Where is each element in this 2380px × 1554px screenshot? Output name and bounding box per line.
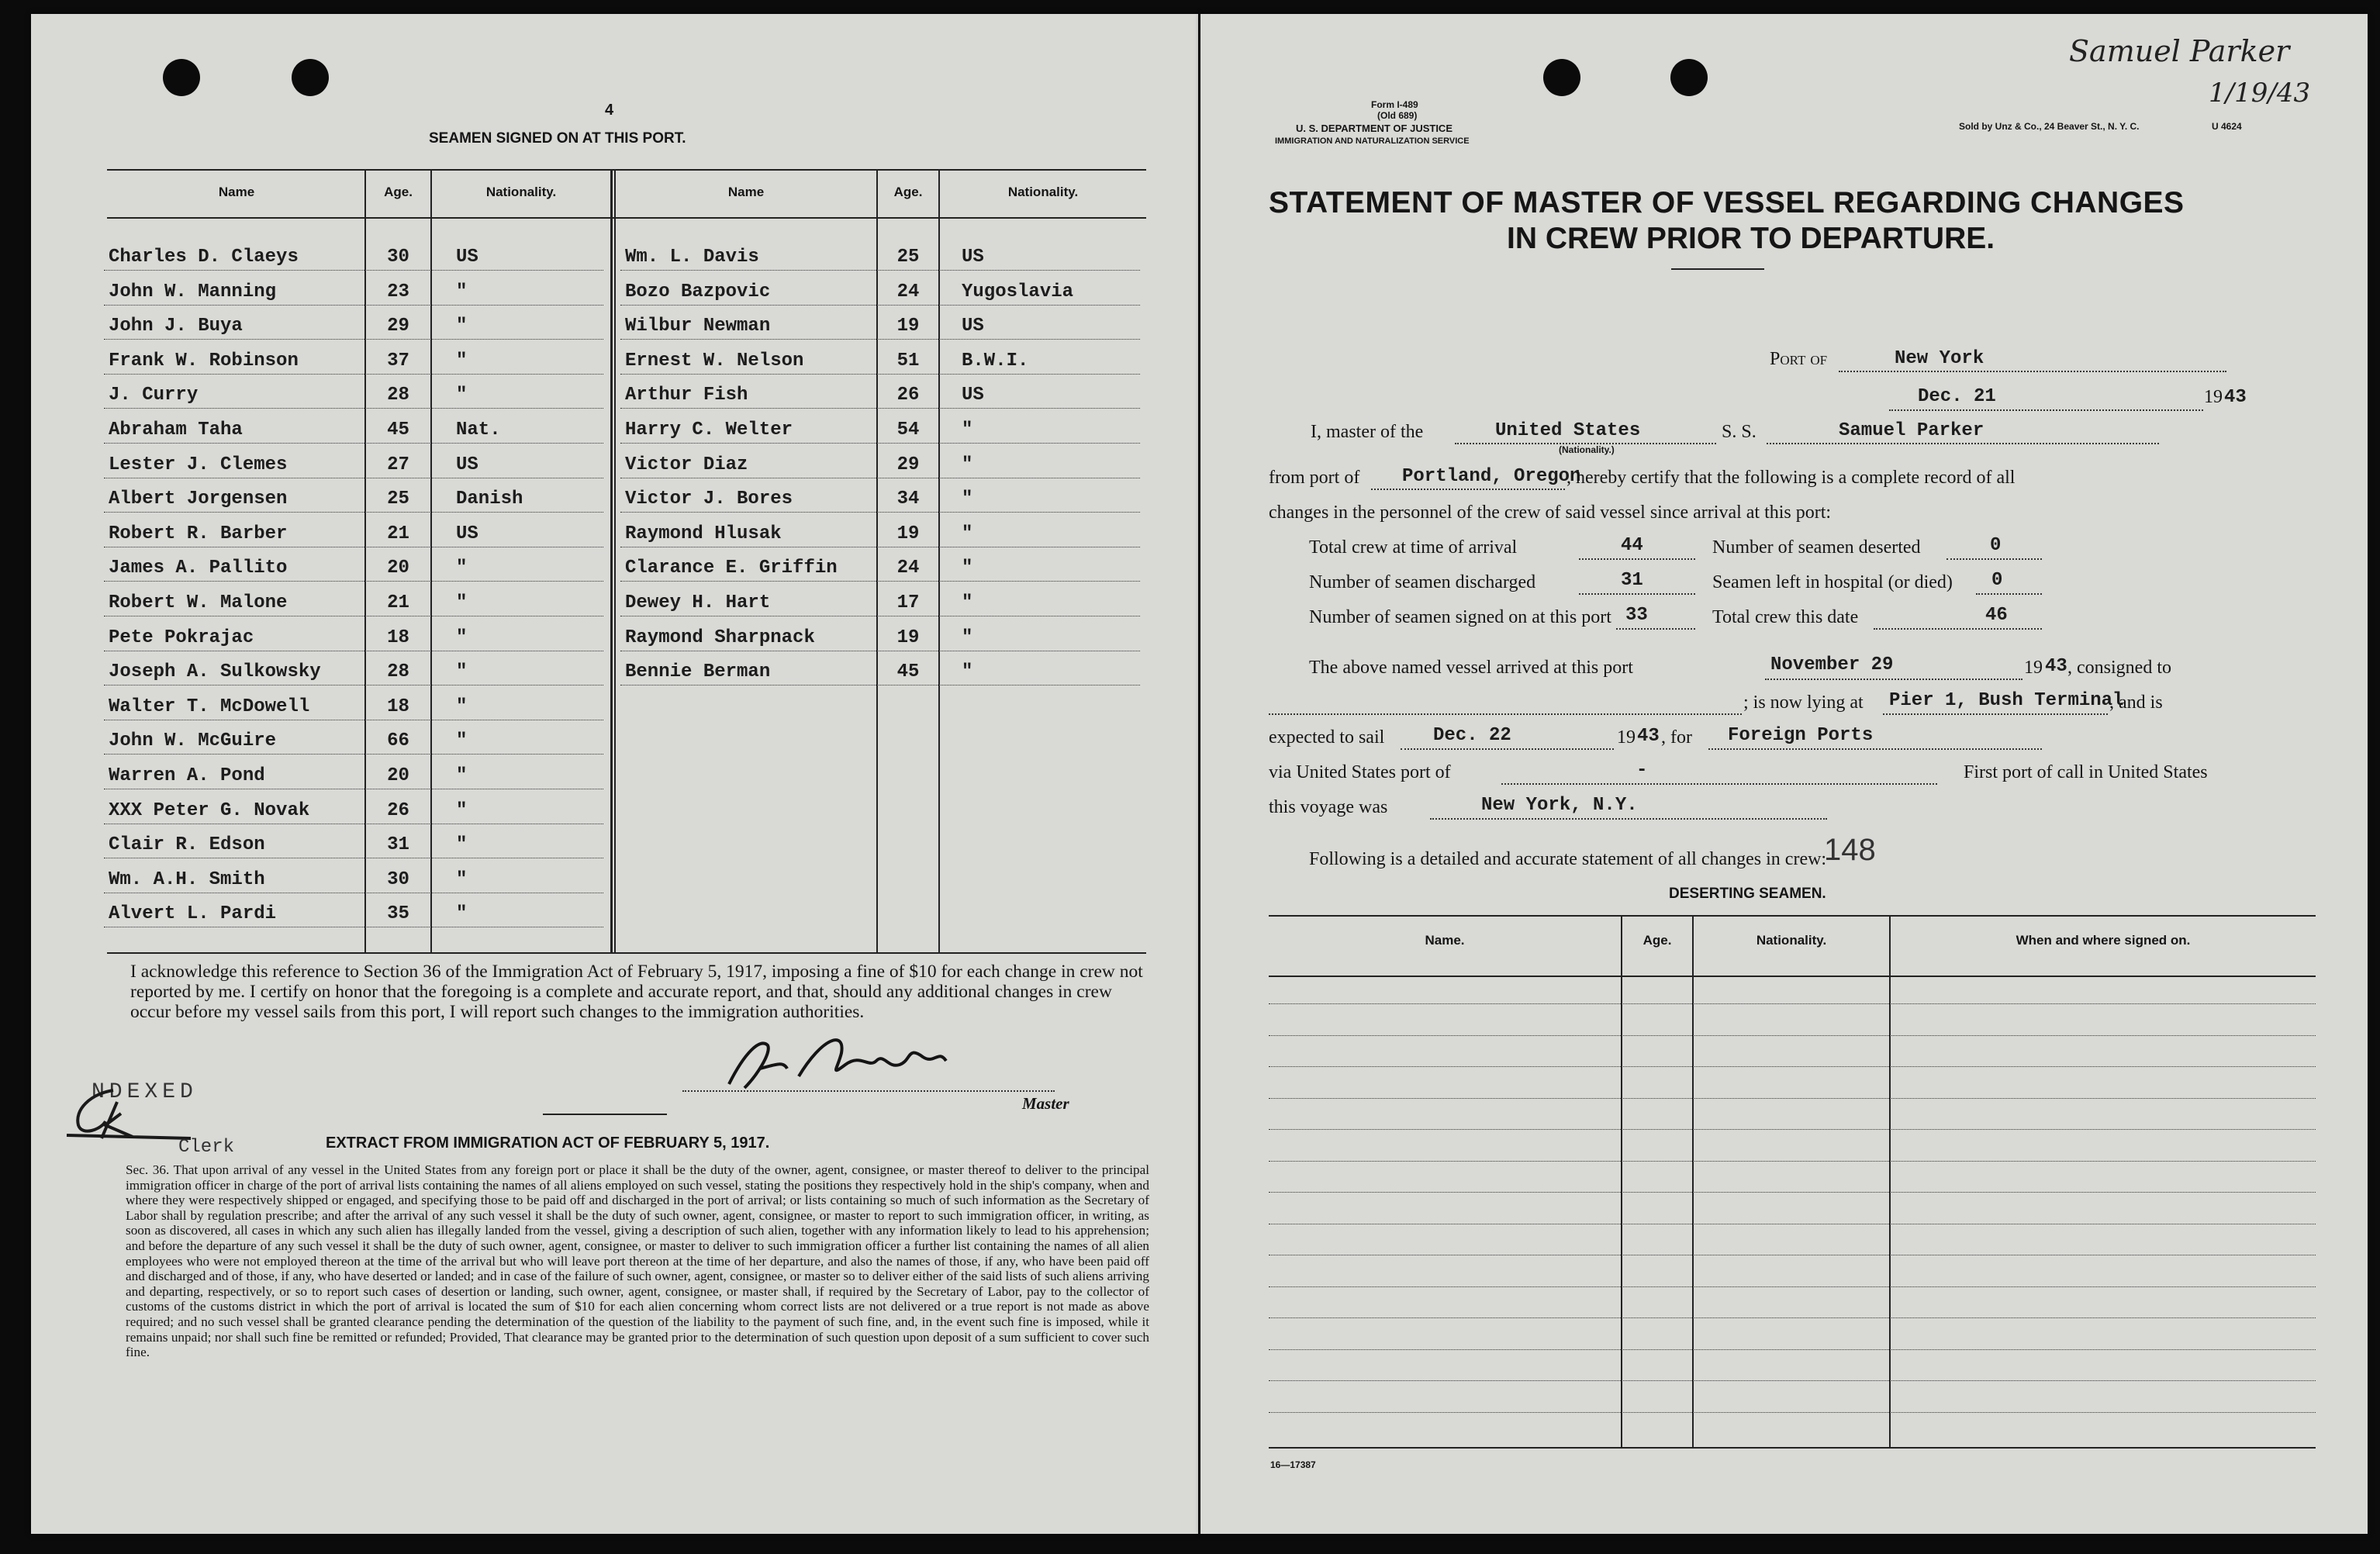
seaman-nationality: " bbox=[456, 281, 468, 302]
seaman-nationality: Yugoslavia bbox=[962, 281, 1074, 302]
row-rule bbox=[620, 512, 1140, 513]
seaman-nationality: B.W.I. bbox=[962, 351, 1029, 371]
punch-hole bbox=[163, 59, 200, 96]
right-page bbox=[1200, 14, 2368, 1534]
page-number: 4 bbox=[605, 102, 614, 119]
seaman-name: XXX Peter G. Novak bbox=[109, 800, 310, 821]
seaman-name: Walter T. McDowell bbox=[109, 696, 310, 717]
nationality-value: United States bbox=[1495, 420, 1641, 441]
punch-hole bbox=[292, 59, 329, 96]
footer-code: 16—17387 bbox=[1270, 1459, 1316, 1470]
via-text: via United States port of bbox=[1269, 762, 1451, 782]
seaman-age: 25 bbox=[387, 489, 409, 509]
seaman-age: 31 bbox=[387, 834, 409, 855]
seaman-name: Arthur Fish bbox=[625, 385, 748, 406]
desert-row-rule bbox=[1269, 1035, 2316, 1036]
col-divider bbox=[938, 169, 940, 954]
desert-col-nationality: Nationality. bbox=[1756, 933, 1827, 948]
table-header-rule bbox=[107, 217, 1146, 219]
seaman-nationality: " bbox=[456, 730, 468, 751]
seaman-name: Victor J. Bores bbox=[625, 489, 793, 509]
consignee-line bbox=[1269, 713, 1742, 715]
count-line bbox=[1579, 593, 1695, 595]
col-header-age: Age. bbox=[893, 185, 923, 199]
clerk-label: Clerk bbox=[178, 1137, 235, 1158]
row-rule bbox=[104, 512, 603, 513]
seaman-age: 24 bbox=[896, 281, 920, 302]
service: IMMIGRATION AND NATURALIZATION SERVICE bbox=[1275, 136, 1470, 146]
col-divider bbox=[614, 169, 616, 954]
seaman-nationality: " bbox=[962, 523, 973, 544]
signature-line bbox=[682, 1090, 1055, 1092]
certify-text: , hereby certify that the following is a complete record of all bbox=[1567, 468, 2016, 488]
desert-row-rule bbox=[1269, 1003, 2316, 1004]
col-divider bbox=[1889, 915, 1891, 1449]
deserted-count: 0 bbox=[1990, 535, 2002, 556]
seaman-nationality: " bbox=[456, 316, 468, 337]
seaman-age: 20 bbox=[387, 558, 409, 578]
year-prefix: 19 bbox=[2204, 387, 2223, 407]
stamp-number: 148 bbox=[1824, 833, 1876, 867]
seaman-name: Victor Diaz bbox=[625, 454, 748, 475]
left-page bbox=[31, 14, 1198, 1534]
seaman-nationality: " bbox=[456, 351, 468, 371]
form-old: (Old 689) bbox=[1377, 110, 1418, 121]
seaman-name: Clair R. Edson bbox=[109, 834, 265, 855]
count-line bbox=[1874, 628, 2042, 630]
row-rule bbox=[104, 408, 603, 409]
seaman-age: 30 bbox=[387, 869, 409, 890]
desert-table-top bbox=[1269, 915, 2316, 917]
row-rule bbox=[104, 581, 603, 582]
year-prefix: 19 bbox=[2024, 658, 2043, 678]
seaman-nationality: " bbox=[456, 661, 468, 682]
first-port-text: First port of call in United States bbox=[1964, 762, 2208, 782]
master-label: Master bbox=[1022, 1094, 1069, 1113]
seaman-age: 27 bbox=[387, 454, 409, 475]
count-line bbox=[1616, 628, 1695, 630]
voyage-value: New York, N.Y. bbox=[1481, 795, 1638, 816]
port-label: Port of bbox=[1770, 349, 1828, 369]
col-header-age: Age. bbox=[384, 185, 413, 199]
seaman-age: 21 bbox=[387, 523, 409, 544]
row-rule bbox=[620, 408, 1140, 409]
seaman-age: 45 bbox=[387, 420, 409, 440]
seaman-age: 26 bbox=[387, 800, 409, 821]
desert-col-age: Age. bbox=[1643, 933, 1672, 948]
seaman-name: Abraham Taha bbox=[109, 420, 243, 440]
row-rule bbox=[104, 374, 603, 375]
total-crew-arrival: 44 bbox=[1621, 535, 1643, 556]
seaman-nationality: " bbox=[456, 903, 468, 924]
seaman-nationality: " bbox=[456, 765, 468, 786]
seaman-name: John W. Manning bbox=[109, 281, 277, 302]
row-rule bbox=[620, 374, 1140, 375]
port-line bbox=[1839, 371, 2226, 372]
seaman-age: 45 bbox=[896, 661, 920, 682]
desert-row-rule bbox=[1269, 1161, 2316, 1162]
expected-text: expected to sail bbox=[1269, 727, 1385, 748]
arrived-year: 43 bbox=[2045, 656, 2067, 677]
desert-row-rule bbox=[1269, 1192, 2316, 1193]
row-rule bbox=[104, 305, 603, 306]
seller-code: U 4624 bbox=[2212, 121, 2242, 132]
seaman-nationality: US bbox=[962, 385, 984, 406]
form-number: Form I-489 bbox=[1371, 99, 1418, 110]
handwritten-name: Samuel Parker bbox=[2069, 34, 2290, 68]
year-value: 43 bbox=[2224, 387, 2247, 408]
port-value: New York bbox=[1895, 348, 1984, 369]
seaman-age: 24 bbox=[896, 558, 920, 578]
seaman-nationality: " bbox=[962, 661, 973, 682]
col-header-name: Name bbox=[727, 185, 765, 199]
from-port-line bbox=[1371, 489, 1565, 490]
seller: Sold by Unz & Co., 24 Beaver St., N. Y. C. bbox=[1959, 121, 2140, 132]
sail-line bbox=[1401, 748, 1614, 750]
lying-line bbox=[1883, 713, 2108, 715]
count-line bbox=[1976, 593, 2042, 595]
row-rule bbox=[104, 339, 603, 340]
discharged-count: 31 bbox=[1621, 570, 1643, 591]
row-rule bbox=[104, 443, 603, 444]
seaman-age: 66 bbox=[387, 730, 409, 751]
seaman-age: 17 bbox=[896, 592, 920, 613]
extract-title: EXTRACT FROM IMMIGRATION ACT OF FEBRUARY 5, 1917. bbox=[326, 1134, 770, 1152]
seaman-nationality: " bbox=[456, 869, 468, 890]
desert-row-rule bbox=[1269, 1286, 2316, 1287]
seaman-name: Raymond Sharpnack bbox=[625, 627, 815, 648]
seaman-age: 20 bbox=[387, 765, 409, 786]
seaman-nationality: " bbox=[962, 592, 973, 613]
seaman-age: 19 bbox=[896, 627, 920, 648]
seaman-name: Ernest W. Nelson bbox=[625, 351, 804, 371]
signed-on-count: 33 bbox=[1625, 605, 1648, 626]
for-value: Foreign Ports bbox=[1728, 725, 1874, 746]
seaman-name: Warren A. Pond bbox=[109, 765, 265, 786]
col-header-nationality: Nationality. bbox=[1007, 185, 1079, 199]
seaman-name: Alvert L. Pardi bbox=[109, 903, 277, 924]
col-header-name: Name bbox=[218, 185, 255, 199]
seaman-age: 29 bbox=[387, 316, 409, 337]
seaman-age: 19 bbox=[896, 523, 920, 544]
seaman-name: Robert W. Malone bbox=[109, 592, 288, 613]
seaman-name: Charles D. Claeys bbox=[109, 247, 299, 268]
seaman-nationality: Nat. bbox=[456, 420, 501, 440]
desert-table-bottom bbox=[1269, 1447, 2316, 1449]
row-rule bbox=[104, 754, 603, 755]
col-divider bbox=[430, 169, 432, 954]
seaman-name: Albert Jorgensen bbox=[109, 489, 288, 509]
seaman-age: 18 bbox=[387, 627, 409, 648]
ss-label: S. S. bbox=[1722, 422, 1757, 442]
seaman-age: 25 bbox=[896, 247, 920, 268]
clerk-initials bbox=[59, 1083, 199, 1145]
seaman-nationality: " bbox=[456, 592, 468, 613]
row-rule bbox=[620, 443, 1140, 444]
desert-table-header-rule bbox=[1269, 976, 2316, 977]
col-divider bbox=[1621, 915, 1622, 1449]
seaman-name: James A. Pallito bbox=[109, 558, 288, 578]
punch-hole bbox=[1543, 59, 1580, 96]
seaman-age: 35 bbox=[387, 903, 409, 924]
department: U. S. DEPARTMENT OF JUSTICE bbox=[1296, 123, 1453, 134]
col-divider bbox=[610, 169, 613, 954]
row-rule bbox=[620, 270, 1140, 271]
title-rule bbox=[1671, 268, 1764, 270]
desert-row-rule bbox=[1269, 1098, 2316, 1099]
col-divider bbox=[1692, 915, 1694, 1449]
seaman-name: Lester J. Clemes bbox=[109, 454, 288, 475]
via-line bbox=[1501, 783, 1937, 785]
seaman-nationality: US bbox=[456, 247, 478, 268]
consigned-text: , consigned to bbox=[2067, 658, 2171, 678]
seaman-name: J. Curry bbox=[109, 385, 199, 406]
seaman-nationality: " bbox=[456, 558, 468, 578]
sail-year: 43 bbox=[1637, 726, 1660, 747]
sail-value: Dec. 22 bbox=[1433, 725, 1511, 746]
from-port-label: from port of bbox=[1269, 468, 1360, 488]
desert-row-rule bbox=[1269, 1380, 2316, 1381]
deserting-heading: DESERTING SEAMEN. bbox=[1669, 886, 1826, 902]
seaman-nationality: Danish bbox=[456, 489, 523, 509]
handwritten-date: 1/19/43 bbox=[2209, 78, 2311, 109]
row-rule bbox=[620, 339, 1140, 340]
seaman-name: Wm. A.H. Smith bbox=[109, 869, 265, 890]
lying-value: Pier 1, Bush Terminal bbox=[1889, 690, 2124, 711]
nationality-caption: (Nationality.) bbox=[1559, 444, 1615, 455]
seaman-nationality: " bbox=[456, 696, 468, 717]
seaman-nationality: " bbox=[962, 627, 973, 648]
total-crew-arrival-label: Total crew at time of arrival bbox=[1309, 537, 1518, 558]
seaman-name: John J. Buya bbox=[109, 316, 243, 337]
seaman-nationality: " bbox=[456, 834, 468, 855]
total-crew-date-label: Total crew this date bbox=[1712, 607, 1859, 627]
seaman-age: 30 bbox=[387, 247, 409, 268]
desert-row-rule bbox=[1269, 1349, 2316, 1350]
seaman-age: 19 bbox=[896, 316, 920, 337]
seaman-nationality: " bbox=[962, 420, 973, 440]
seaman-name: Pete Pokrajac bbox=[109, 627, 254, 648]
row-rule bbox=[620, 581, 1140, 582]
ship-name: Samuel Parker bbox=[1839, 420, 1984, 441]
voyage-line bbox=[1430, 818, 1827, 820]
seaman-nationality: US bbox=[962, 316, 984, 337]
punch-hole bbox=[1670, 59, 1708, 96]
total-crew-date: 46 bbox=[1985, 605, 2008, 626]
title-line-2: IN CREW PRIOR TO DEPARTURE. bbox=[1507, 222, 1995, 255]
seaman-age: 51 bbox=[896, 351, 920, 371]
seaman-nationality: " bbox=[962, 558, 973, 578]
seaman-nationality: " bbox=[962, 489, 973, 509]
date-value: Dec. 21 bbox=[1918, 386, 1996, 407]
master-of-the-label: I, master of the bbox=[1311, 422, 1424, 442]
seaman-age: 18 bbox=[387, 696, 409, 717]
changes-text: changes in the personnel of the crew of said vessel since arrival at this port: bbox=[1269, 502, 1832, 523]
discharged-label: Number of seamen discharged bbox=[1309, 572, 1536, 592]
year-prefix: 19 bbox=[1617, 727, 1636, 748]
seaman-age: 37 bbox=[387, 351, 409, 371]
title-line-1: STATEMENT OF MASTER OF VESSEL REGARDING CHANGES bbox=[1269, 186, 2185, 219]
for-line bbox=[1708, 748, 2042, 750]
col-header-nationality: Nationality. bbox=[485, 185, 557, 199]
lying-text: ; is now lying at bbox=[1743, 692, 1864, 713]
seaman-age: 28 bbox=[387, 385, 409, 406]
date-line bbox=[1889, 409, 2203, 411]
seaman-name: Wilbur Newman bbox=[625, 316, 771, 337]
seaman-nationality: US bbox=[962, 247, 984, 268]
for-text: , for bbox=[1661, 727, 1692, 748]
seaman-name: Joseph A. Sulkowsky bbox=[109, 661, 321, 682]
from-port-value: Portland, Oregon bbox=[1402, 466, 1581, 487]
via-value: - bbox=[1636, 760, 1648, 781]
seaman-age: 23 bbox=[387, 281, 409, 302]
acknowledgement-text: I acknowledge this reference to Section 36 of the Immigration Act of February 5, 1917, imposing a fine of $10 for each change in crew not reported by me. I certify on honor that the foregoing is a complete and accurate report, and that, should any additional changes in crew occur before my vessel sails from this port, I will report such changes to the immigration authorities. bbox=[130, 962, 1143, 1022]
arrival-line bbox=[1765, 679, 2022, 680]
seaman-age: 34 bbox=[896, 489, 920, 509]
short-rule bbox=[543, 1114, 667, 1115]
seaman-nationality: US bbox=[456, 523, 478, 544]
arrived-text: The above named vessel arrived at this port bbox=[1309, 658, 1633, 678]
indexed-stamp: NDEXED bbox=[92, 1080, 198, 1104]
seaman-age: 54 bbox=[896, 420, 920, 440]
seaman-nationality: " bbox=[456, 627, 468, 648]
hospital-label: Seamen left in hospital (or died) bbox=[1712, 572, 1953, 592]
table-top-rule bbox=[107, 169, 1146, 171]
seaman-name: John W. McGuire bbox=[109, 730, 277, 751]
seaman-nationality: " bbox=[962, 454, 973, 475]
desert-row-rule bbox=[1269, 1066, 2316, 1067]
seaman-age: 28 bbox=[387, 661, 409, 682]
desert-row-rule bbox=[1269, 1317, 2316, 1318]
seaman-name: Raymond Hlusak bbox=[625, 523, 782, 544]
desert-row-rule bbox=[1269, 1412, 2316, 1413]
seaman-name: Wm. L. Davis bbox=[625, 247, 759, 268]
seaman-age: 29 bbox=[896, 454, 920, 475]
seaman-name: Frank W. Robinson bbox=[109, 351, 299, 371]
seaman-name: Bennie Berman bbox=[625, 661, 771, 682]
seaman-age: 26 bbox=[896, 385, 920, 406]
seaman-nationality: " bbox=[456, 800, 468, 821]
seamen-heading: SEAMEN SIGNED ON AT THIS PORT. bbox=[429, 130, 686, 147]
seaman-name: Robert R. Barber bbox=[109, 523, 288, 544]
row-rule bbox=[104, 270, 603, 271]
seaman-name: Bozo Bazpovic bbox=[625, 281, 771, 302]
seaman-nationality: US bbox=[456, 454, 478, 475]
deserted-label: Number of seamen deserted bbox=[1712, 537, 1921, 558]
seaman-name: Harry C. Welter bbox=[625, 420, 793, 440]
count-line bbox=[1579, 558, 1695, 560]
following-text: Following is a detailed and accurate statement of all changes in crew: bbox=[1309, 849, 1827, 869]
row-rule bbox=[620, 305, 1140, 306]
seaman-age: 21 bbox=[387, 592, 409, 613]
seaman-nationality: " bbox=[456, 385, 468, 406]
seaman-name: Clarance E. Griffin bbox=[625, 558, 838, 578]
hospital-count: 0 bbox=[1991, 570, 2003, 591]
arrived-value: November 29 bbox=[1770, 654, 1894, 675]
section-36-text: Sec. 36. That upon arrival of any vessel in the United States from any foreign port or place it shall be the duty of the owner, agent, consignee, or master thereof to deliver to the principal immigration officer in charge of the port of arrival lists containing the names of all aliens employed on such vessel, stating the positions they respectively hold in the ship's company, when and where they were respectively shipped or engaged, and specifying those to be paid off and discharged in the port of arrival; or lists containing so much of such information as the Secretary of Labor shall by regulation prescribe; and after the arrival of any such vessel it shall be the duty of such owner, agent, consignee, or master to report to such immigration officer, in writing, as soon as discovered, all cases in which any such alien has illegally landed from the vessel, giving a description of such alien, together with any information likely to lead to his apprehension; and before the departure of any such vessel it shall be the duty of such owner, agent, consignee, or master to deliver to such immigration officer a further list containing the names of all alien employees who were not employed thereon at the time of the arrival but who will leave port thereon at the time of her departure, and also the names of those, if any, who have been paid off and discharged and of those, if any, who have deserted or landed; and in case of the failure of such owner, agent, consignee, or master so to deliver either of the said lists of such aliens arriving and departing, respectively, or so to report such cases of desertion or landing, such owner, agent, consignee, or master shall, if required by the Secretary of Labor, pay to the collector of customs of the customs district in which the port of arrival is located the sum of $10 for each alien concerning whom correct lists are not delivered or a true report is not made as above required; and no such vessel shall be granted clearance pending the determination of the question of the liability to the payment of such fine, and, in the event such fine is imposed, while it remains unpaid; nor shall such fine be remitted or refunded; Provided, That clearance may be granted prior to the determination of such question upon deposit of a sum sufficient to cover such fine. bbox=[126, 1162, 1149, 1360]
ship-line bbox=[1767, 443, 2159, 444]
table-bottom-rule bbox=[107, 952, 1146, 954]
signed-on-label: Number of seamen signed on at this port bbox=[1309, 607, 1611, 627]
desert-col-signed-on: When and where signed on. bbox=[2016, 933, 2191, 948]
and-is-text: , and is bbox=[2109, 692, 2163, 713]
master-signature bbox=[713, 1022, 993, 1107]
seaman-name: Dewey H. Hart bbox=[625, 592, 771, 613]
voyage-text: this voyage was bbox=[1269, 797, 1388, 817]
count-line bbox=[1946, 558, 2042, 560]
desert-col-name: Name. bbox=[1425, 933, 1465, 948]
desert-row-rule bbox=[1269, 1129, 2316, 1130]
